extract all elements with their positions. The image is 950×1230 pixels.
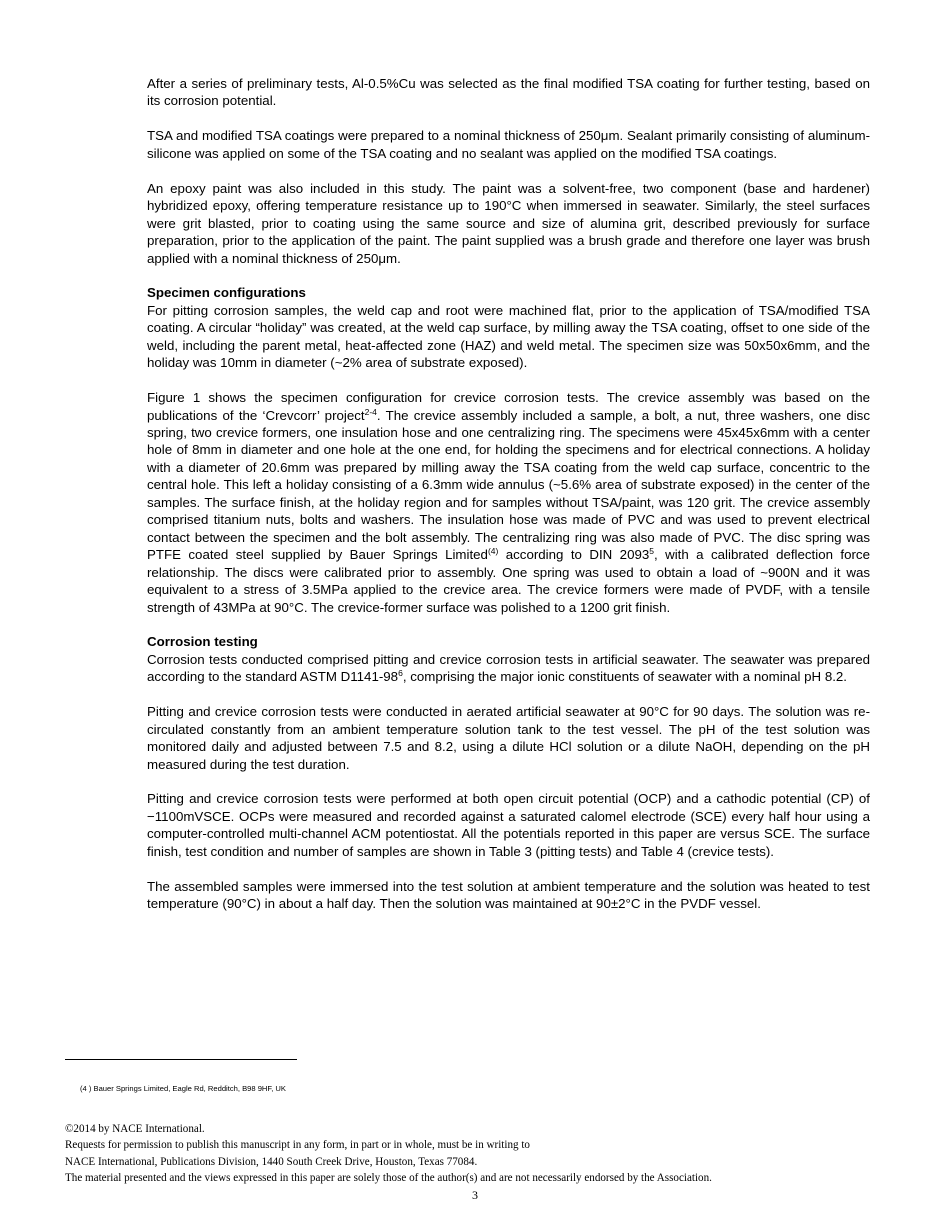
text-run: An epoxy paint was also included in this study. The paint was a solvent-free, two component (base and hardener) hybridized epoxy, offering temperature resistance up to 190°C when immersed in seawater. Similarly, the steel surfaces were grit blasted, prior to coating using the same source and size of alumina grit, described previously for surface preparation, prior to the application of the paint. The paint supplied was a brush grade and therefore one layer was brush applied with a nominal thickness of 250μm. [147, 180, 870, 266]
footer-line: The material presented and the views expressed in this paper are solely those of the author(s) and are not necessarily endorsed by the Association. [65, 1171, 712, 1184]
text-run: The assembled samples were immersed into the test solution at ambient temperature and the solution was heated to test temperature (90°C) in about a half day. Then the solution was maintained at 90±2°C in the PVDF vessel. [147, 878, 870, 912]
copyright-footer [65, 1121, 712, 1186]
text-run: Pitting and crevice corrosion tests were conducted in aerated artificial seawater at 90°C for 90 days. The solution was re-circulated constantly from an ambient temperature solution tank to the test vessel. The pH of the test solution was monitored daily and adjusted between 7.5 and 8.2, using a dilute HCl solution or a dilute NaOH, depending on the pH measured during the test duration. [147, 704, 870, 772]
section-heading: Specimen configurations [147, 285, 306, 301]
text-run: TSA and modified TSA coatings were prepared to a nominal thickness of 250μm. Sealant primarily consisting of aluminum-silicone was applied on some of the TSA coating and no sealant was applied on the modified TSA coatings. [147, 128, 870, 161]
paragraph [147, 75, 870, 110]
paragraph [147, 127, 870, 162]
footnote: (4 ) Bauer Springs Limited, Eagle Rd, Redditch, B98 9HF, UK [80, 1084, 286, 1093]
paragraph [147, 651, 870, 686]
reference-superscript: 5 [649, 546, 654, 557]
text-run: Figure 1 shows the specimen configuration for crevice corrosion tests. The crevice assembly was based on the publications of the ‘Crevcorr’ project [147, 390, 870, 423]
paragraph [147, 302, 870, 372]
text-run: , with a calibrated deflection force relationship. The discs were calibrated prior to assembly. One spring was used to obtain a load of ~900N and it was equivalent to a stress of 3.5MPa applied to the crevice area. The crevice formers were made of PVDF, with a tensile strength of 43MPa at 90°C. The crevice-former surface was polished to a 1200 grit finish. [147, 547, 870, 615]
paragraph [147, 180, 870, 267]
reference-superscript: (4) [487, 546, 499, 557]
footer-line: ©2014 by NACE International. [65, 1123, 205, 1135]
reference-superscript: 6 [398, 668, 403, 679]
paragraph [147, 389, 870, 616]
text-run: After a series of preliminary tests, Al-0.5%Cu was selected as the final modified TSA coating for further testing, based on its corrosion potential. [147, 76, 870, 109]
text-run: . The crevice assembly included a sample, a bolt, a nut, three washers, one disc spring, two crevice formers, one insulation hose and one centralizing ring. The specimens were 45x45x6mm with a center hole of 8mm in diameter and one hole at the one end, for holding the specimens and for electrical connections. A holiday with a diameter of 20.6mm was prepared by milling away the TSA coating from the weld cap surface, concentric to the central hole. This left a holiday consisting of a 6.3mm wide annulus (~5.6% area of substrate exposed) in the center of the samples. The surface finish, at the holiday region and for samples without TSA/paint, was 120 grit. The crevice assembly comprised titanium nuts, bolts and washers. The insulation hose was made of PVC and was used to prevent electrical contact between the specimen and the bolt assembly. The centralizing ring was also made of PVC. The disc spring was PTFE coated steel supplied by Bauer Springs Limited [147, 407, 870, 563]
reference-superscript: 2-4 [364, 406, 377, 417]
footnote-divider [65, 1059, 297, 1060]
footer-line: NACE International, Publications Division, 1440 South Creek Drive, Houston, Texas 77084. [65, 1155, 478, 1168]
section-heading: Corrosion testing [147, 634, 258, 650]
text-run: , comprising the major ionic constituents of seawater with a nominal pH 8.2. [402, 669, 847, 685]
page-number: 3 [472, 1188, 478, 1202]
text-run: Corrosion tests conducted comprised pitting and crevice corrosion tests in artificial seawater. The seawater was prepared according to the standard ASTM D1141-98 [147, 651, 870, 685]
text-run: Pitting and crevice corrosion tests were performed at both open circuit potential (OCP) and a cathodic potential (CP) of −1100mVSCE. OCPs were measured and recorded against a saturated calomel electrode (SCE) every half hour using a computer-controlled multi-channel ACM potentiostat. All the potentials reported in this paper are versus SCE. The surface finish, test condition and number of samples are shown in Table 3 (pitting tests) and Table 4 (crevice tests). [147, 791, 870, 859]
paragraph [147, 703, 870, 773]
text-run: For pitting corrosion samples, the weld cap and root were machined flat, prior to the application of TSA/modified TSA coating. A circular “holiday” was created, at the weld cap surface, by milling away the TSA coating, offset to one side of the weld, including the parent metal, heat-affected zone (HAZ) and weld metal. The specimen size was 50x50x6mm, and the holiday was 10mm in diameter (~2% area of substrate exposed). [147, 302, 870, 371]
text-run: according to DIN 2093 [498, 547, 650, 563]
body-text [147, 75, 870, 930]
paragraph [147, 878, 870, 913]
footer-line: Requests for permission to publish this manuscript in any form, in part or in whole, must be in writing to [65, 1139, 530, 1152]
paragraph [147, 790, 870, 860]
